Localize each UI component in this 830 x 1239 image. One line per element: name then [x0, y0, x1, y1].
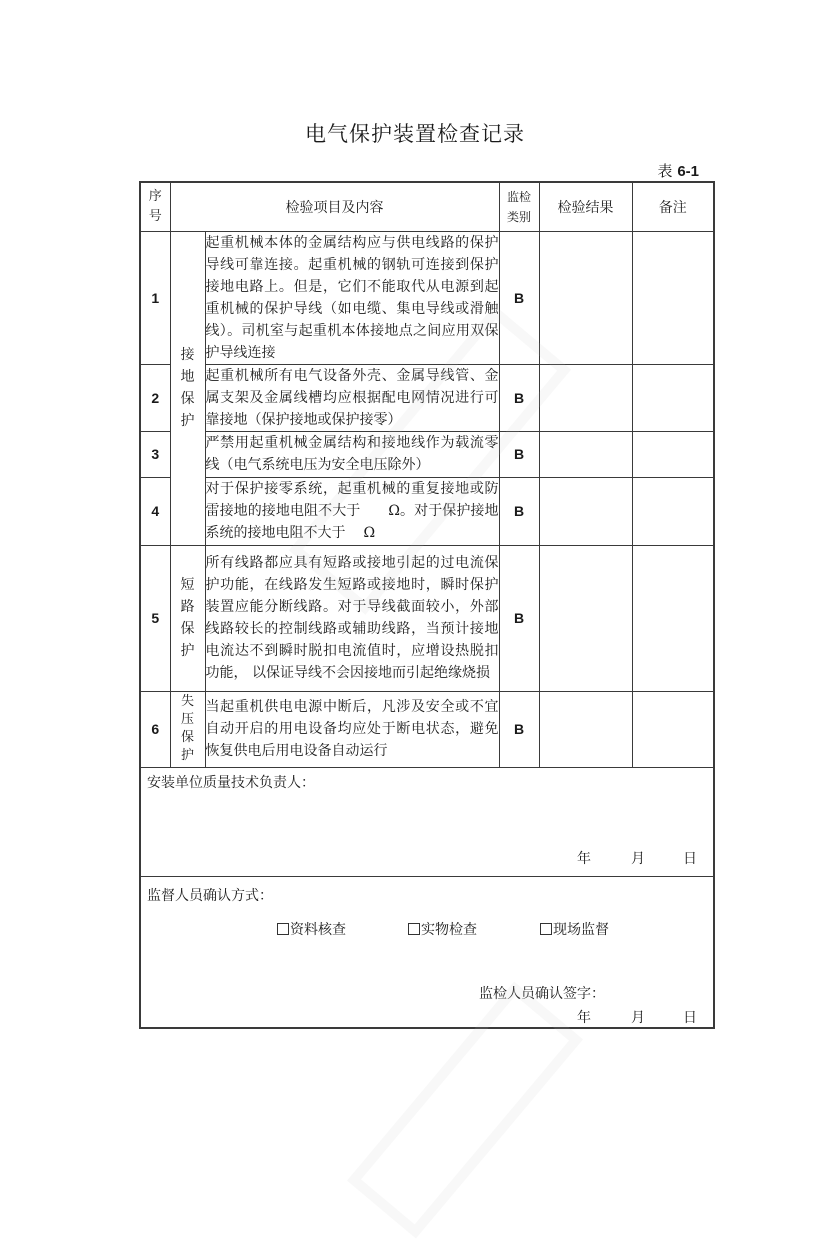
supervisor-date[interactable] — [577, 1007, 697, 1027]
table-row — [140, 545, 714, 691]
category-grounding — [170, 231, 205, 545]
row-content-part: Ω。对于保护接地系统的接地电阻不大于 — [205, 503, 499, 541]
table-row — [140, 231, 714, 364]
cat-char: 保 — [180, 391, 195, 407]
row-category: B — [499, 364, 539, 431]
cat-char: 保 — [180, 730, 194, 745]
row-result[interactable] — [539, 691, 632, 767]
option-label: 资料核查 — [290, 921, 346, 938]
option-label: 实物检查 — [421, 921, 477, 938]
supervisor-month: 月 — [631, 1009, 645, 1026]
option-label: 现场监督 — [553, 921, 609, 938]
option-document-review[interactable] — [277, 919, 346, 939]
cat-char: 失 — [180, 694, 194, 709]
header-seq-line1: 序 — [148, 188, 162, 204]
supervisor-label: 监督人员确认方式： — [147, 887, 273, 904]
row-number: 3 — [140, 431, 170, 477]
row-remark[interactable] — [632, 364, 714, 431]
row-result[interactable] — [539, 364, 632, 431]
supervisor-section — [140, 876, 714, 1028]
header-seq-line2: 号 — [148, 208, 162, 224]
row-category: B — [499, 477, 539, 545]
row-result[interactable] — [539, 431, 632, 477]
category-undervoltage — [170, 691, 205, 767]
row-content: 严禁用起重机械金属结构和接地线作为载流零线（电气系统电压为安全电压除外） — [205, 431, 499, 477]
supervisor-year: 年 — [577, 1009, 591, 1026]
row-category: B — [499, 431, 539, 477]
row-result[interactable] — [539, 477, 632, 545]
row-number: 1 — [140, 231, 170, 364]
header-seq — [140, 182, 170, 231]
row-remark[interactable] — [632, 691, 714, 767]
cat-char: 护 — [180, 643, 195, 659]
cat-char: 护 — [180, 748, 194, 763]
row-category: B — [499, 545, 539, 691]
row-result[interactable] — [539, 231, 632, 364]
row-number: 4 — [140, 477, 170, 545]
header-cat-line1: 监检 — [506, 189, 531, 204]
row-remark[interactable] — [632, 231, 714, 364]
category-short-circuit — [170, 545, 205, 691]
row-remark[interactable] — [632, 477, 714, 545]
supervisor-cell — [140, 876, 714, 1028]
cat-char: 地 — [180, 369, 195, 385]
row-number: 5 — [140, 545, 170, 691]
cat-char: 保 — [180, 621, 195, 637]
table-row — [140, 477, 714, 545]
header-remark: 备注 — [632, 182, 714, 231]
option-physical-inspection[interactable] — [408, 919, 477, 939]
header-category — [499, 182, 539, 231]
option-onsite-supervision[interactable] — [540, 919, 609, 939]
installer-date[interactable] — [577, 848, 697, 868]
installer-month: 月 — [631, 850, 645, 867]
row-content-part: 对于保护接零系统，起重机械的重复接地或防雷接地的接地电阻不大于 — [205, 481, 499, 519]
supervisor-day: 日 — [683, 1009, 697, 1026]
header-cat-line2: 类别 — [506, 209, 531, 224]
checkbox-icon[interactable] — [277, 923, 289, 935]
checkbox-icon[interactable] — [408, 923, 420, 935]
row-content: 当起重机供电电源中断后，凡涉及安全或不宜自动开启的用电设备均应处于断电状态，避免恢复供电后用电设备自动运行 — [205, 691, 499, 767]
row-content: 起重机械所有电气设备外壳、金属导线管、金属支架及金属线槽均应根据配电网情况进行可靠接地（保护接地或保护接零） — [205, 364, 499, 431]
cat-char: 压 — [180, 712, 194, 727]
document-title: 电气保护装置检查记录 — [305, 122, 525, 146]
table-prefix: 表 — [657, 162, 678, 180]
row-content-part: Ω — [363, 525, 376, 541]
table-row — [140, 431, 714, 477]
table-row — [140, 364, 714, 431]
header-row — [140, 182, 714, 231]
cat-char: 护 — [180, 413, 195, 429]
installer-day: 日 — [683, 850, 697, 867]
row-content: 所有线路都应具有短路或接地引起的过电流保护功能，在线路发生短路或接地时，瞬时保护装置应能分断线路。对于导线截面较小，外部线路较长的控制线路或辅助线路，当预计接地电流达不到瞬时脱扣电流值时，应增设热脱扣功能， 以保证导线不会因接地而引起绝缘烧损 — [205, 545, 499, 691]
inspector-signature-label: 监检人员确认签字： — [479, 985, 605, 1002]
row-category: B — [499, 231, 539, 364]
row-content — [205, 477, 499, 545]
table-row — [140, 691, 714, 767]
installer-section — [140, 767, 714, 876]
row-remark[interactable] — [632, 545, 714, 691]
row-category: B — [499, 691, 539, 767]
row-remark[interactable] — [632, 431, 714, 477]
row-number: 2 — [140, 364, 170, 431]
header-result: 检验结果 — [539, 182, 632, 231]
inspection-table — [139, 181, 715, 1029]
row-content: 起重机械本体的金属结构应与供电线路的保护导线可靠连接。起重机械的钢轨可连接到保护接地电路上。但是，它们不能取代从电源到起重机械的保护导线（如电缆、集电导线或滑触线）。司机室与起重机本体接地点之间应用双保护导线连接 — [205, 231, 499, 364]
checkbox-icon[interactable] — [540, 923, 552, 935]
cat-char: 短 — [180, 577, 195, 593]
installer-year: 年 — [577, 850, 591, 867]
row-number: 6 — [140, 691, 170, 767]
row-result[interactable] — [539, 545, 632, 691]
table-number-value: 6-1 — [677, 163, 699, 180]
header-item: 检验项目及内容 — [170, 182, 499, 231]
cat-char: 接 — [180, 347, 195, 363]
table-number — [658, 160, 699, 181]
installer-label: 安装单位质量技术负责人： — [147, 774, 315, 791]
cat-char: 路 — [180, 599, 195, 615]
installer-cell — [140, 767, 714, 876]
